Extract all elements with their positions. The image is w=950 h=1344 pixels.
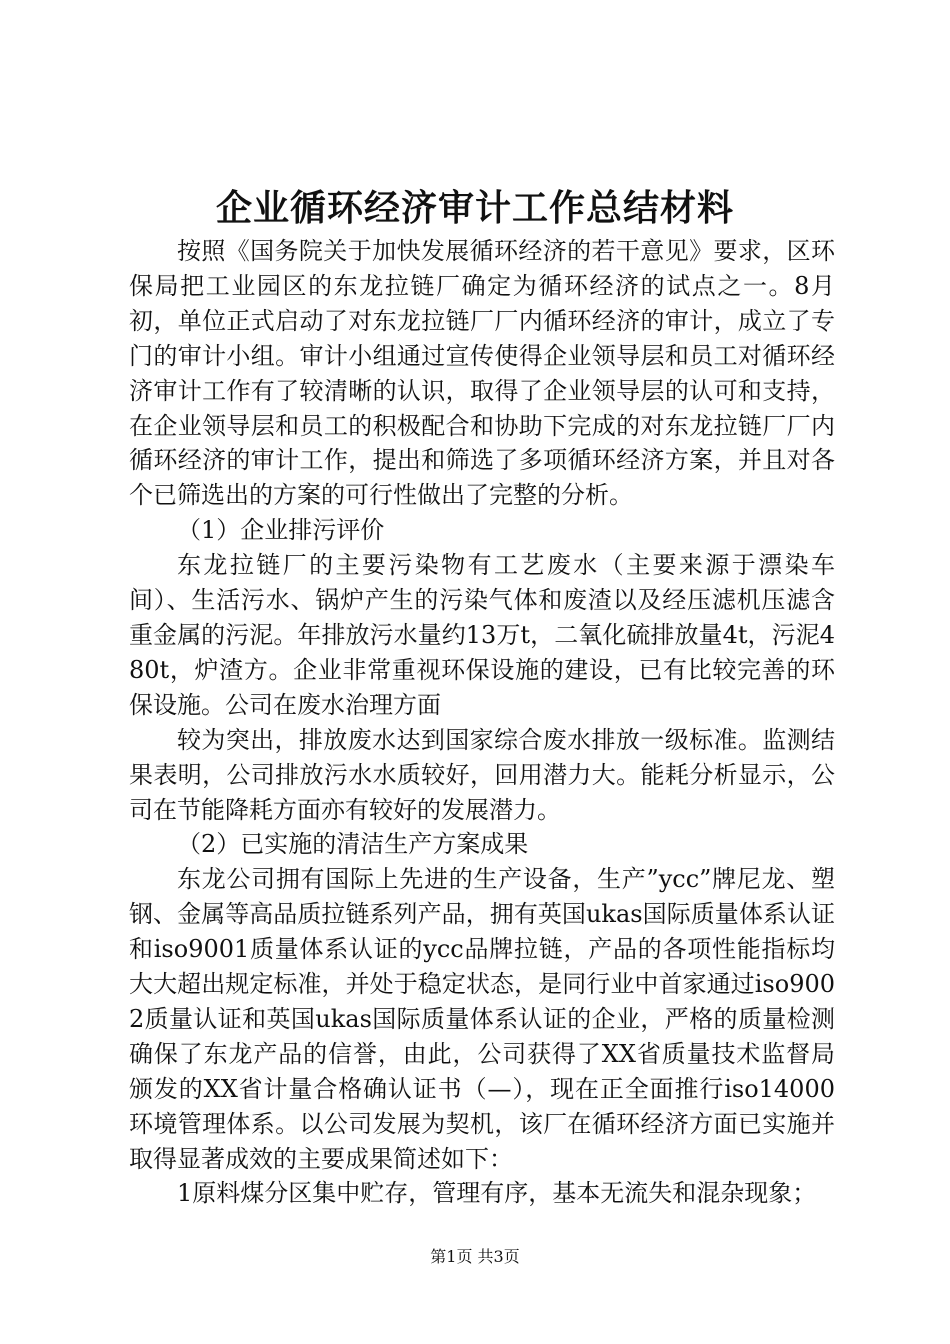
wastewater-paragraph: 较为突出，排放废水达到国家综合废水排放一级标准。监测结果表明，公司排放污水水质较好，回用潜力大。能耗分析显示，公司在节能降耗方面亦有较好的发展潜力。 — [129, 725, 835, 824]
intro-paragraph: 按照《国务院关于加快发展循环经济的若干意见》要求，区环保局把工业园区的东龙拉链厂确定为循环经济的试点之一。8月初，单位正式启动了对东龙拉链厂厂内循环经济的审计，成立了专门的审计小组。审计小组通过宣传使得企业领导层和员工对循环经济审计工作有了较清晰的认识，取得了企业领导层的认可和支持，在企业领导层和员工的积极配合和协助下完成的对东龙拉链厂厂内循环经济的审计工作，提出和筛选了多项循环经济方案，并且对各个已筛选出的方案的可行性做出了完整的分析。 — [129, 237, 835, 510]
page-footer: 第1页 共3页 — [430, 1247, 520, 1266]
document-body — [129, 234, 835, 1211]
pollution-paragraph: 东龙拉链厂的主要污染物有工艺废水（主要来源于漂染车间）、生活污水、锅炉产生的污染气体和废渣以及经压滤机压滤含重金属的污泥。年排放污水量约13万t，二氧化硫排放量4t，污泥480t，炉渣方。企业非常重视环保设施的建设，已有比较完善的环保设施。公司在废水治理方面 — [129, 551, 835, 719]
results-paragraph: 东龙公司拥有国际上先进的生产设备，生产”ycc”牌尼龙、塑钢、金属等高品质拉链系列产品，拥有英国ukas国际质量体系认证和iso9001质量体系认证的ycc品牌拉链，产品的各项性能指标均大大超出规定标准，并处于稳定状态，是同行业中首家通过iso9002质量认证和英国ukas国际质量体系认证的企业，严格的质量检测确保了东龙产品的信誉，由此，公司获得了XX省质量技术监督局颁发的XX省计量合格确认证书（—），现在正全面推行iso14000环境管理体系。以公司发展为契机，该厂在循环经济方面已实施并取得显著成效的主要成果简述如下： — [129, 865, 835, 1173]
list-item: 1原料煤分区集中贮存，管理有序，基本无流失和混杂现象； — [177, 1179, 817, 1208]
section-heading-results: （2）已实施的清洁生产方案成果 — [177, 830, 529, 859]
document-title: 企业循环经济审计工作总结材料 — [215, 187, 734, 229]
section-heading-pollution: （1）企业排污评价 — [177, 516, 385, 545]
